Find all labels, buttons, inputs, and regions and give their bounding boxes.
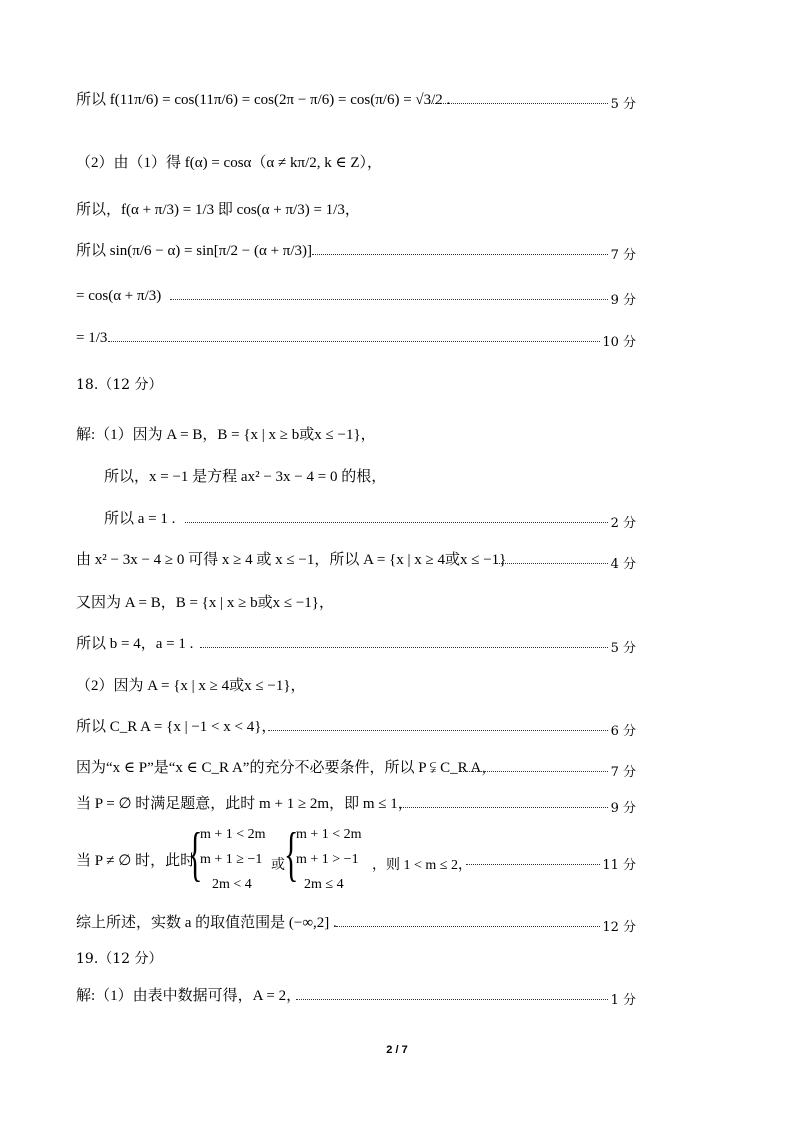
line-10: 所以 a = 1 . — [104, 511, 176, 527]
line-14: （2）因为 A = {x | x ≥ 4或x ≤ −1}， — [76, 678, 306, 694]
score-10: 2 分 — [610, 516, 636, 531]
system-connector: 或 — [271, 858, 285, 873]
leader-dots — [108, 341, 600, 342]
line-17: 当 P = ∅ 时满足题意，此时 m + 1 ≥ 2m，即 m ≤ 1， — [76, 796, 413, 812]
leader-dots — [336, 926, 600, 927]
leader-dots — [268, 730, 608, 731]
leader-dots — [466, 864, 600, 865]
line-18: 当 P ≠ ∅ 时，此时 — [76, 853, 196, 869]
line-13: 所以 b = 4，a = 1 . — [76, 636, 194, 652]
score-21: 1 分 — [610, 993, 636, 1008]
score-16: 7 分 — [610, 765, 636, 780]
score-4: 7 分 — [610, 248, 636, 263]
line-3: 所以，f(α + π/3) = 1/3 即 cos(α + π/3) = 1/3， — [76, 202, 360, 218]
system-left-row-2: m + 1 ≥ −1 — [200, 852, 263, 867]
line-6: = 1/3 — [76, 330, 108, 346]
leader-dots — [460, 771, 608, 772]
line-11: 由 x² − 3x − 4 ≥ 0 可得 x ≥ 4 或 x ≤ −1，所以 A = {x | x ≥ 4或x ≤ −1} — [76, 552, 507, 568]
system-conclusion: ，则 1 < m ≤ 2， — [372, 858, 472, 873]
score-18: 11 分 — [602, 858, 636, 873]
line-1: 所以 f(11π/6) = cos(11π/6) = cos(2π − π/6) = cos(π/6) = √3/2 . — [76, 92, 451, 108]
score-15: 6 分 — [610, 724, 636, 739]
line-12: 又因为 A = B，B = {x | x ≥ b或x ≤ −1}， — [76, 595, 335, 611]
line-9: 所以，x = −1 是方程 ax² − 3x − 4 = 0 的根， — [104, 469, 387, 485]
line-15: 所以 C_R A = {x | −1 < x < 4}， — [76, 719, 277, 735]
leader-dots — [170, 299, 608, 300]
score-13: 5 分 — [610, 641, 636, 656]
score-17: 9 分 — [610, 801, 636, 816]
line-5: = cos(α + π/3) — [76, 288, 162, 304]
leader-dots — [296, 999, 608, 1000]
system-left-row-3: 2m < 4 — [212, 877, 252, 892]
system-left-row-1: m + 1 < 2m — [200, 827, 266, 842]
question-18-header: 18.（12 分） — [76, 377, 163, 393]
system-right-row-3: 2m ≤ 4 — [304, 877, 344, 892]
leader-dots — [185, 522, 608, 523]
leader-dots — [400, 807, 608, 808]
score-19: 12 分 — [602, 920, 636, 935]
system-right-row-2: m + 1 > −1 — [296, 852, 359, 867]
system-right-row-1: m + 1 < 2m — [296, 827, 362, 842]
score-1: 5 分 — [610, 97, 636, 112]
score-6: 10 分 — [602, 335, 636, 350]
line-8: 解:（1）因为 A = B，B = {x | x ≥ b或x ≤ −1}， — [76, 427, 376, 443]
right-brace: { — [284, 821, 299, 887]
line-16: 因为“x ∈ P”是“x ∈ C_R A”的充分不必要条件，所以 P ⫋ C_R A， — [76, 760, 497, 776]
leader-dots — [428, 103, 608, 104]
line-4: 所以 sin(π/6 − α) = sin[π/2 − (α + π/3)] — [76, 243, 313, 259]
line-19: 综上所述，实数 a 的取值范围是 (−∞,2] . — [76, 915, 337, 931]
leader-dots — [312, 254, 608, 255]
question-19-header: 19.（12 分） — [76, 951, 163, 967]
line-2: （2）由（1）得 f(α) = cosα（α ≠ kπ/2, k ∈ Z）， — [76, 155, 383, 171]
line-21: 解:（1）由表中数据可得，A = 2， — [76, 988, 302, 1004]
page-number: 2 / 7 — [386, 1044, 408, 1056]
score-5: 9 分 — [610, 293, 636, 308]
leader-dots — [200, 647, 608, 648]
leader-dots — [496, 563, 608, 564]
left-brace: { — [188, 821, 203, 887]
score-11: 4 分 — [610, 557, 636, 572]
